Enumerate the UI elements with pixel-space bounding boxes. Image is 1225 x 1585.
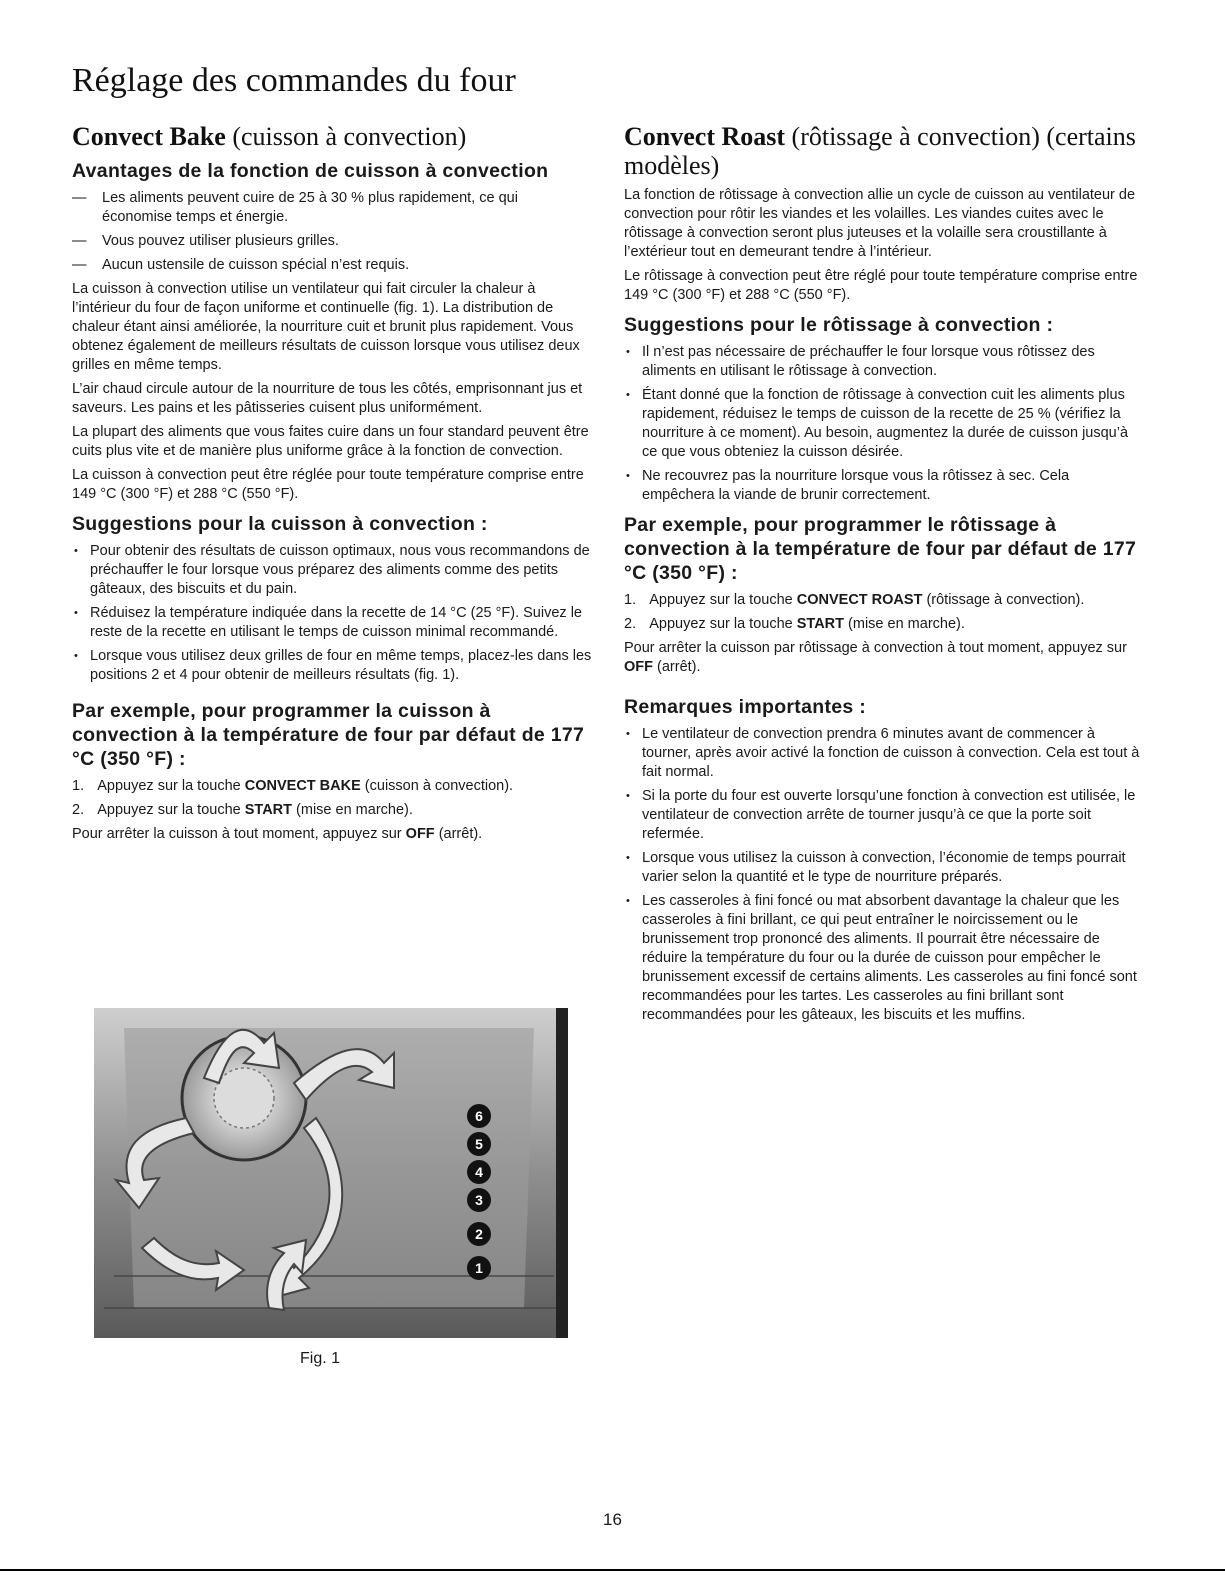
roast-example-heading: Par exemple, pour programmer le rôtissage à convection à la température de four par défaut de 177 °C (350 °F) : — [624, 514, 1137, 584]
rack-number-2: 2 — [475, 1226, 483, 1242]
suggestion-item: • Ne recouvrez pas la nourriture lorsque vous la rôtissez à sec. Cela empêchera la viande de brunir correctement. — [624, 467, 1144, 505]
step-item — [624, 591, 1144, 610]
convect-bake-title-bold: Convect Bake — [72, 122, 226, 151]
stop-instruction — [624, 639, 1144, 677]
note-item: • Lorsque vous utilisez la cuisson à convection, l’économie de temps pourrait varier selon la quantité et le type de nourriture préparés. — [624, 849, 1144, 887]
step-text: (cuisson à convection). — [364, 778, 514, 794]
bake-suggestions-list — [72, 542, 592, 685]
key-name: START — [796, 616, 845, 632]
step-text: Appuyez sur la touche — [649, 592, 793, 608]
key-name: CONVECT BAKE — [244, 778, 361, 794]
stop-text: Pour arrêter la cuisson par rôtissage à convection à tout moment, appuyez sur — [624, 640, 1127, 656]
body-paragraph: La plupart des aliments que vous faites cuire dans un four standard peuvent être cuits plus vite et de manière plus uniforme grâce à la fonction de convection. — [72, 424, 589, 459]
important-notes-heading: Remarques importantes : — [624, 696, 867, 718]
note-item: • Si la porte du four est ouverte lorsqu’une fonction à convection est utilisée, le ventilateur de convection arrête de tourner jusqu’à ce que la porte soit refermée. — [624, 787, 1144, 844]
important-notes-list — [624, 725, 1144, 1025]
convect-bake-title-subtitle: (cuisson à convection) — [232, 122, 467, 151]
suggestion-item: • Étant donné que la fonction de rôtissage à convection cuit les aliments plus rapidement, réduisez le temps de cuisson de la recette de 25 % (vérifiez la nourriture à ce moment). Au besoin, augmentez la durée de cuisson jusqu’à ce que vous obteniez la cuisson désirée. — [624, 386, 1144, 462]
stop-text: (arrêt). — [438, 826, 483, 842]
suggestion-item: • Pour obtenir des résultats de cuisson optimaux, nous vous recommandons de préchauffer le four lorsque vous préparez des aliments comme des petits gâteaux, des biscuits et du pain. — [72, 542, 592, 599]
bake-steps-list — [72, 777, 592, 820]
body-paragraph: La cuisson à convection utilise un ventilateur qui fait circuler la chaleur à l’intérieur du four de façon uniforme et continuelle (fig. 1). La distribution de chaleur étant ainsi améliorée, la nourriture cuit et brunit plus rapidement. Vous obtenez également de meilleurs résultats de cuisson lorsque vous utilisez deux grilles en même temps. — [72, 281, 580, 373]
suggestion-item: • Réduisez la température indiquée dans la recette de 14 °C (25 °F). Suivez le reste de la recette en utilisant le temps de cuisson minimal recommandé. — [72, 604, 592, 642]
body-paragraph: La cuisson à convection peut être réglée pour toute température comprise entre 149 °C (300 °F) et 288 °C (550 °F). — [72, 467, 584, 502]
oven-right-edge — [556, 1008, 568, 1338]
advantages-list — [72, 189, 592, 275]
bottom-rule — [0, 1569, 1225, 1571]
advantage-item: — Les aliments peuvent cuire de 25 à 30 % plus rapidement, ce qui économise temps et énergie. — [72, 189, 592, 227]
convect-roast-title-subtitle: (rôtissage à convection) (certains modèles) — [624, 122, 1136, 180]
step-text: Appuyez sur la touche — [649, 616, 793, 632]
note-item: • Les casseroles à fini foncé ou mat absorbent davantage la chaleur que les casseroles à fini brillant, ce qui peut entraîner le noircissement ou le brunissement trop prononcé des aliments. Il pourrait être nécessaire de réduire la température du four ou la durée de cuisson pour empêcher le brunissement excessif de certains aliments. Les casseroles au fini foncé sont recommandées pour les tartes. Les casseroles au fini brillant sont recommandées pour les gâteaux, les biscuits et les muffins. — [624, 892, 1144, 1025]
roast-suggestions-heading: Suggestions pour le rôtissage à convection : — [624, 314, 1054, 336]
stop-instruction — [72, 825, 592, 844]
step-number: 2. — [624, 616, 637, 632]
key-name: START — [244, 802, 293, 818]
note-item: • Le ventilateur de convection prendra 6 minutes avant de commencer à tourner, après avoir activé la fonction de cuisson à convection. Cela est tout à fait normal. — [624, 725, 1144, 782]
rack-number-5: 5 — [475, 1136, 483, 1152]
left-column — [72, 118, 592, 849]
rack-number-1: 1 — [475, 1260, 483, 1276]
rack-number-3: 3 — [475, 1192, 483, 1208]
figure-caption: Fig. 1 — [300, 1350, 341, 1367]
step-item — [72, 777, 592, 796]
roast-steps-list — [624, 591, 1144, 634]
suggestion-item: • Lorsque vous utilisez deux grilles de four en même temps, placez-les dans les positions 2 et 4 pour obtenir de meilleurs résultats (fig. 1). — [72, 647, 592, 685]
right-column — [624, 118, 1144, 1030]
body-paragraph: La fonction de rôtissage à convection allie un cycle de cuisson au ventilateur de convection pour rôtir les viandes et les volailles. Les viandes cuites avec le rôtissage à convection seront plus juteuses et la volaille sera croustillante à l’extérieur tout en demeurant tendre à l’intérieur. — [624, 187, 1136, 260]
bake-suggestions-heading: Suggestions pour la cuisson à convection : — [72, 513, 488, 535]
fan-hub — [214, 1068, 274, 1128]
suggestion-item: • Il n’est pas nécessaire de préchauffer le four lorsque vous rôtissez des aliments en utilisant le rôtissage à convection. — [624, 343, 1144, 381]
key-name: OFF — [405, 826, 435, 842]
step-number: 2. — [72, 802, 85, 818]
step-number: 1. — [72, 778, 85, 794]
step-text: (mise en marche). — [296, 802, 413, 818]
stop-text: (arrêt). — [657, 659, 701, 675]
step-text: (rôtissage à convection). — [926, 592, 1085, 608]
convect-roast-title — [624, 122, 1144, 180]
key-name: OFF — [624, 659, 653, 675]
roast-suggestions-list — [624, 343, 1144, 505]
step-item — [624, 615, 1144, 634]
page-number: 16 — [603, 1510, 622, 1529]
stop-text: Pour arrêter la cuisson à tout moment, appuyez sur — [72, 826, 402, 842]
body-paragraph: L’air chaud circule autour de la nourriture de tous les côtés, emprisonnant jus et saveurs. Les pains et les pâtisseries cuisent plus uniformément. — [72, 381, 583, 416]
convect-roast-title-bold: Convect Roast — [624, 122, 786, 151]
page-title: Réglage des commandes du four — [72, 62, 516, 99]
step-text: (mise en marche). — [848, 616, 965, 632]
rack-number-6: 6 — [475, 1108, 483, 1124]
step-item — [72, 801, 592, 820]
bake-example-heading: Par exemple, pour programmer la cuisson à convection à la température de four par défaut de 177 °C (350 °F) : — [72, 700, 585, 770]
step-text: Appuyez sur la touche — [97, 778, 241, 794]
body-paragraph: Le rôtissage à convection peut être réglé pour toute température comprise entre 149 °C (300 °F) et 288 °C (550 °F). — [624, 268, 1138, 303]
step-text: Appuyez sur la touche — [97, 802, 241, 818]
step-number: 1. — [624, 592, 637, 608]
advantages-heading: Avantages de la fonction de cuisson à convection — [72, 160, 549, 182]
advantage-item: — Vous pouvez utiliser plusieurs grilles. — [72, 232, 592, 251]
convect-bake-title — [72, 122, 592, 151]
rack-number-4: 4 — [475, 1164, 483, 1180]
key-name: CONVECT ROAST — [796, 592, 923, 608]
advantage-item: — Aucun ustensile de cuisson spécial n’est requis. — [72, 256, 592, 275]
oven-convection-figure — [94, 1008, 568, 1338]
